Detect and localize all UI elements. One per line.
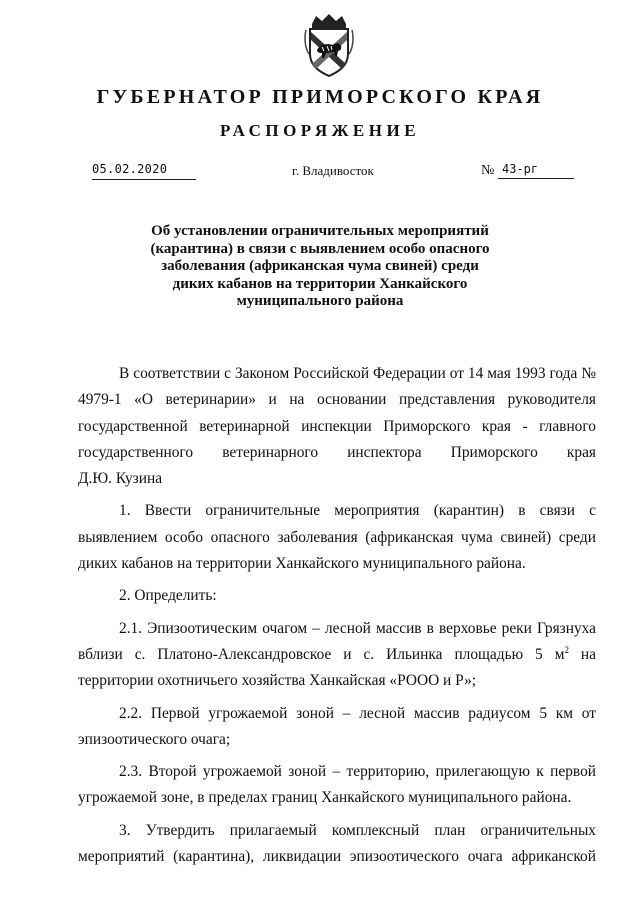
document-number: 43-рг [498,160,574,179]
document-type: РАСПОРЯЖЕНИЕ [219,121,421,140]
subject-line: заболевания (африканская чума свиней) среди [161,258,479,274]
clause-3: 3. Утвердить прилагаемый комплексный план ограничительных мероприятий (карантина), ликвидации эпизоотического очага африканской [78,821,596,866]
document-subject [150,223,490,311]
authority-title: ГУБЕРНАТОР ПРИМОРСКОГО КРАЯ [96,86,544,108]
clause-2-1-superscript: 2 [564,644,569,655]
document-date: 05.02.2020 [92,160,196,180]
clause-1: 1. Ввести ограничительные мероприятия (карантин) в связи с выявлением особо опасного заболевания (африканская чума свиней) среди диких кабанов на территории Ханкайского муниципального района. [78,502,596,573]
clause-2-1 [78,616,596,695]
preamble-paragraph: В соответствии с Законом Российской Федерации от 14 мая 1993 года № 4979-1 «О ветеринарии» и на основании представления руководителя государственной ветеринарной инспекции Приморского края - главного государственного ветеринарного инспектора Приморского края [78,365,596,461]
document-city: г. Владивосток [292,163,374,178]
subject-line: муниципального района [236,293,404,309]
subject-line: (карантина) в связи с выявлением особо опасного [150,240,490,257]
clause-2-3: 2.3. Второй угрожаемой зоной – территорию, прилегающую к первой угрожаемой зоне, в пределах границ Ханкайского муниципального района. [78,763,596,807]
clause-2-1-text: 2.1. Эпизоотическим очагом – лесной массив в верховье реки Грязнуха вблизи с. Платоно-Александровское и с. Ильинка площадью 5 м [78,619,596,663]
document-number-label: № [481,163,495,178]
subject-line: Об установлении ограничительных мероприятий [151,223,489,239]
document-body [78,361,596,870]
clause-2: 2. Определить: [119,587,217,605]
preamble-signatory: Д.Ю. Кузина [78,470,163,488]
subject-line: диких кабанов на территории Ханкайского [172,275,468,292]
coat-of-arms-icon [302,14,356,78]
clause-2-1-text-end: на территории охотничьего хозяйства Ханкайская «РОOO и Р»; [78,645,596,690]
clause-2-2: 2.2. Первой угрожаемой зоной – лесной массив радиусом 5 км от эпизоотического очага; [78,704,596,748]
